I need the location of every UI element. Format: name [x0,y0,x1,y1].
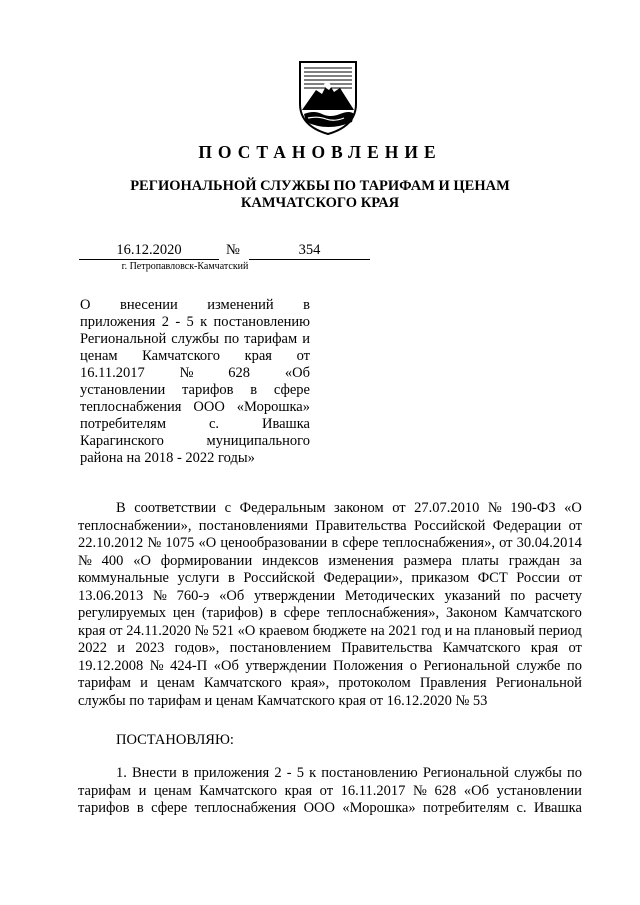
preamble-text: № [147,535,162,551]
subject-text: Ивашка [261,416,310,432]
preamble-text: Российской [413,517,486,534]
preamble-line [78,518,582,536]
clause-text: ООО [303,800,335,816]
preamble-text: 2021 [388,622,418,639]
subject-text: 2 [161,314,169,330]
clause-text: 2 [274,765,282,781]
resolution-word [78,732,582,750]
subject-text: Камчатского [142,348,220,364]
preamble-text: № [194,622,209,639]
preamble-text: 13.06.2013 [78,587,144,604]
clause-text: приложения [193,765,270,781]
date-number-line [79,241,379,261]
preamble-text: в [269,605,277,621]
preamble-text: изменения [328,552,394,569]
clause-text: в [181,765,189,781]
subject-text: края [244,348,272,364]
preamble-text: 190-ФЗ [510,500,556,516]
subject-text: внесении [120,297,178,313]
clause-text: края [284,782,313,799]
preamble-text: В [116,500,126,516]
subject-line [80,365,310,382]
preamble-line [78,535,582,553]
preamble-text: службе [516,657,561,674]
preamble-line [78,675,582,693]
subject-line [80,314,310,331]
preamble-text: № [149,657,164,674]
preamble-text: от [109,622,123,639]
preamble-text: России [516,570,560,586]
clause-text: службы [514,765,562,781]
subject-text: 16.11.2017 [80,365,145,381]
preamble-text: теплоснабжении», [78,517,192,534]
preamble-text: Камчатского [504,605,582,621]
preamble-text: краевом [259,622,310,639]
preamble-text: годов», [174,640,220,656]
preamble-text: 27.07.2010 [414,500,480,516]
preamble-text: с [224,500,232,516]
preamble-text: 424-П [170,657,208,674]
clause-text: «Об [463,782,489,799]
clause-text: 628 [434,782,457,799]
preamble-line [78,693,582,711]
preamble-text: цен [172,605,195,621]
subject-text: постановлению [213,314,310,330]
preamble-text: год [421,622,441,639]
preamble-text: расчету [535,587,582,604]
clause-line [78,783,582,801]
subject-text: установлении [80,382,166,398]
clause-text: - [286,765,292,781]
resolution-text: ПОСТАНОВЛЯЮ: [116,732,234,748]
preamble-text: Законом [446,605,498,621]
subject-text: изменений [207,297,274,313]
preamble-text: ценам [157,675,195,691]
org-line-2: КАМЧАТСКОГО КРАЯ [240,195,400,211]
subject-text: с. [208,416,220,432]
subject-text: № [179,365,194,381]
preamble-text: платы [461,552,499,569]
preamble-text: теплоснабжения», [326,605,440,621]
clause-text: № [413,782,427,799]
subject-text: ООО [193,399,225,415]
preamble-text: «О [198,535,217,551]
clause-text: 1. [116,765,127,781]
subject-line [80,399,310,416]
subject-line [80,348,310,365]
preamble-text: Федерации», [323,570,403,586]
clause-text: по [566,765,582,781]
preamble-text: ценообразовании [220,535,328,551]
clause-text: установлении [496,782,582,799]
preamble-text: соответствии [134,500,217,516]
preamble-paragraph [78,500,582,710]
preamble-text: теплоснабжения», [382,535,495,551]
subject-text: ценам [80,348,118,364]
preamble-line [78,553,582,571]
preamble-text: 760-э [176,587,210,604]
preamble-text: регулируемых [78,605,166,621]
preamble-text: 1075 [165,535,195,551]
preamble-text: постановлениями [198,517,309,534]
number-sign: № [226,242,240,258]
preamble-line [78,500,582,518]
preamble-text: плановый [473,622,535,639]
preamble-text: Федерации [492,517,562,534]
preamble-text: Положения [333,657,404,674]
subject-line [80,297,310,314]
clause-text: теплоснабжения [194,800,297,816]
preamble-text: № [78,552,92,569]
subject-text: муниципального [206,433,310,449]
subject-text: 5 [186,314,194,330]
clause-text: постановлению [321,765,418,781]
preamble-line [78,570,582,588]
subject-text: и [302,331,310,347]
document-number: 354 [249,241,370,260]
document-type-title: ПОСТАНОВЛЕНИЕ [198,142,442,162]
preamble-text: Правительства [341,640,433,656]
preamble-text: от [499,535,513,551]
preamble-text: «О [564,500,582,516]
preamble-text: о [409,657,417,674]
clause-text: к [309,765,317,781]
preamble-text: сфере [342,535,379,551]
preamble-text: 24.11.2020 [126,622,191,639]
preamble-text: и [444,622,453,639]
kamchatka-coat-of-arms-icon [296,60,360,136]
clause-text: 16.11.2017 [340,782,406,799]
subject-text: к [200,314,208,330]
subject-text: от [296,348,310,364]
subject-text: Карагинского [80,433,164,449]
issuing-organization [0,178,640,212]
preamble-line [78,640,582,658]
clause-text: «Морошка» [342,800,416,816]
subject-text: Региональной [80,331,167,347]
clause-text: Камчатского [199,782,277,799]
preamble-text: индексов [262,552,319,569]
preamble-text: граждан [508,552,560,569]
subject-text: теплоснабжения [80,399,182,415]
clause-text: Ивашка [533,800,582,816]
preamble-text: края [78,622,106,639]
clause-text: тарифам [78,782,131,799]
preamble-text: в [331,535,339,551]
preamble-text: утверждении [254,587,336,604]
preamble-text: Российской [243,570,315,586]
preamble-text: формировании [160,552,253,569]
document-subject [80,297,310,467]
preamble-text: ФСТ [477,570,508,586]
preamble-text: услуги [177,570,220,586]
org-line-1: РЕГИОНАЛЬНОЙ СЛУЖБЫ ПО ТАРИФАМ И ЦЕНАМ [130,178,510,194]
preamble-text: от [568,517,582,534]
preamble-text: «Об [213,657,239,674]
preamble-text: по [566,657,582,674]
document-date: 16.12.2020 [79,241,219,260]
clause-text: 5 [296,765,304,781]
subject-text: «Об [284,365,310,381]
preamble-text: период [538,622,582,639]
preamble-text: законом [334,500,384,516]
subject-line [80,450,310,467]
preamble-text: 400 [101,552,124,569]
preamble-line [78,588,582,606]
subject-text: тарифов [182,382,234,398]
subject-text: потребителям [80,416,167,432]
clause-text: в [136,800,144,816]
subject-text: приложения [80,314,156,330]
subject-text: в [250,382,258,398]
clause-text: потребителям [423,800,510,816]
preamble-text: края [530,640,559,656]
preamble-text: в [227,570,235,586]
preamble-text: постановлением [229,640,331,656]
subject-text: «Морошка» [236,399,310,415]
clause-text: Внести [132,765,177,781]
preamble-text: 19.12.2008 [78,657,144,674]
clause-line [78,765,582,783]
preamble-text: размера [403,552,452,569]
resolution-line [78,732,582,750]
subject-text: тарифам [244,331,298,347]
subject-text: службы [171,331,219,347]
clause-text: от [319,782,334,799]
subject-line [80,382,310,399]
preamble-text: края», [290,675,330,691]
clause-line [78,800,582,818]
subject-text: О [80,297,91,313]
preamble-line [78,658,582,676]
preamble-text: на [370,622,385,639]
subject-text: - [175,314,181,330]
preamble-text: протоколом [338,675,411,691]
preamble-text: «Об [219,587,245,604]
preamble-text: утверждении [245,657,327,674]
preamble-text: от [568,570,582,586]
preamble-line [78,623,582,641]
preamble-text: от [392,500,406,516]
subject-line [80,331,310,348]
preamble-text: бюджете [312,622,367,639]
clause-1-paragraph [78,765,582,818]
clause-text: с. [516,800,527,816]
preamble-text: 22.10.2012 [78,535,144,551]
preamble-text: за [569,552,582,569]
preamble-text: 2022 [78,640,107,656]
subject-text: сфере [273,382,310,398]
preamble-text: Правительства [315,517,407,534]
preamble-text: на [456,622,471,639]
preamble-line [78,605,582,623]
subject-text: по [224,331,240,347]
preamble-text: 521 [212,622,234,639]
preamble-text: «О [237,622,256,639]
preamble-text: Региональной [495,675,582,691]
preamble-text: службы по тарифам и ценам Камчатского края от 16.12.2020 № 53 [78,692,488,709]
preamble-text: Камчатского [203,675,282,691]
preamble-text: по [510,587,526,604]
preamble-text: и [140,675,148,691]
subject-text: 628 [228,365,251,381]
preamble-text: Камчатского [442,640,521,656]
issue-city: г. Петропавловск-Камчатский [121,261,249,272]
preamble-text: (тарифов) [201,605,263,621]
clause-text: тарифов [78,800,130,816]
preamble-text: тарифам [78,675,131,691]
preamble-text: указаний [444,587,501,604]
subject-line [80,416,310,433]
preamble-text: Федеральным [239,500,326,516]
preamble-text: № [153,587,167,604]
preamble-text: «О [133,552,151,569]
subject-text: района на 2018 - 2022 годы» [80,450,255,466]
preamble-text: Правления [419,675,487,691]
preamble-text: сфере [283,605,320,621]
subject-line [80,433,310,450]
preamble-text: 30.04.2014 [516,535,582,551]
preamble-text: приказом [411,570,470,586]
preamble-text: Методических [344,587,435,604]
preamble-text: № [487,500,502,516]
subject-text: в [303,297,310,313]
preamble-text: Региональной [423,657,510,674]
clause-text: сфере [151,800,188,816]
preamble-text: 2023 [135,640,165,656]
clause-text: ценам [153,782,192,799]
clause-text: и [138,782,147,799]
preamble-text: от [568,640,582,656]
preamble-text: коммунальные [78,570,169,586]
clause-text: Региональной [422,765,510,781]
preamble-text: и [117,640,126,656]
